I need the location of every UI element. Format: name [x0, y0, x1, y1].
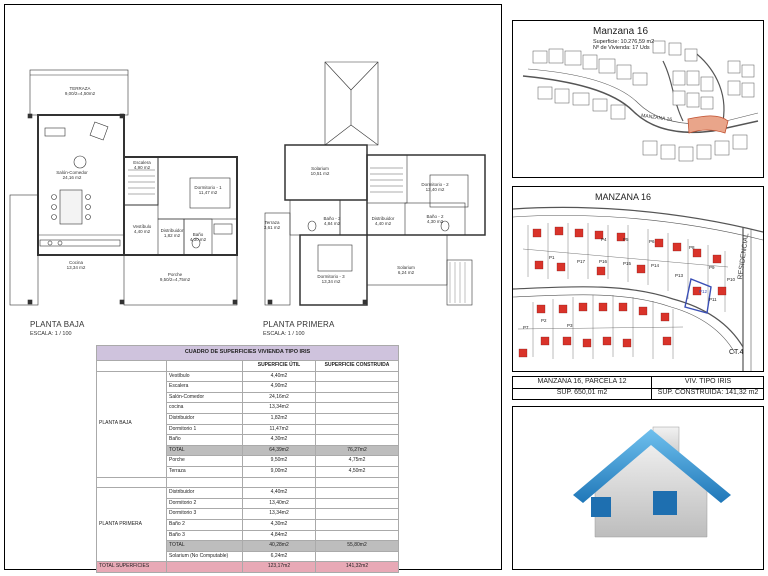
- parcel-info-table: [512, 376, 764, 400]
- ground-floor-title: PLANTA BAJA: [30, 320, 85, 329]
- room-area: 4,84 m2: [323, 221, 341, 226]
- table-const: 4,75m2: [316, 456, 399, 467]
- table-util: 9,50m2: [243, 456, 316, 467]
- parcel-label: P9: [709, 265, 715, 270]
- parcel-label: P12: [699, 289, 708, 294]
- parcel-labels: [513, 187, 763, 371]
- room-area: 4,40 m2: [374, 221, 392, 226]
- room-name: Escalera: [133, 160, 151, 165]
- table-room: Baño 3: [167, 530, 243, 541]
- parcel-label: P7: [523, 325, 529, 330]
- room-name: Solarium: [311, 166, 329, 171]
- table-util: 4,30m2: [243, 435, 316, 446]
- parcel-label: P11: [709, 297, 717, 302]
- table-total-util: 64,39m2: [243, 445, 316, 456]
- location-map-units: Nº de Vivienda: 17 Uds: [593, 45, 650, 51]
- detail-map-lot-label: CT.4: [729, 349, 744, 356]
- table-util: 13,40m2: [243, 498, 316, 509]
- room-name: Baño - 2: [426, 214, 444, 219]
- detail-map-frame: [512, 186, 764, 372]
- table-room: Distribuidor: [167, 488, 243, 499]
- room-area: 6,24 m2: [397, 270, 415, 275]
- room-name: Baño - 3: [323, 216, 341, 221]
- ground-section-label: PLANTA BAJA: [97, 371, 167, 477]
- room-name: Salón-Comedor: [56, 170, 88, 175]
- house-logo-icon: [513, 407, 763, 569]
- room-name: Dormitorio - 1: [194, 185, 222, 190]
- col-const-header: SUPERFICIE CONSTRUIDA: [316, 361, 399, 372]
- room-name: Dormitorio - 2: [421, 182, 449, 187]
- room-area: 9,00/2=4,50m2: [64, 91, 96, 96]
- room-area: 3,61 m2: [263, 225, 281, 230]
- table-util: 4,90m2: [243, 382, 316, 393]
- parcel-label: P6: [649, 239, 655, 244]
- grand-total-const: 141,32m2: [316, 562, 399, 573]
- room-name: Porche: [167, 272, 183, 277]
- grand-total-label: TOTAL SUPERFICIES: [97, 562, 167, 573]
- parcel-info-built: SUP. CONSTRUIDA: 141,32 m2: [657, 389, 759, 396]
- detail-map-street: RESIDENCIAL: [737, 232, 751, 280]
- table-util: 24,16m2: [243, 392, 316, 403]
- room-area: 13,40 m2: [425, 187, 445, 192]
- location-map-surface: Superficie: 10.276,59 m2: [593, 39, 655, 45]
- table-total-label: TOTAL: [167, 541, 243, 552]
- room-area: 9,50/2=4,75m2: [159, 277, 191, 282]
- table-util: 1,82m2: [243, 413, 316, 424]
- table-room: Terraza: [167, 466, 243, 477]
- parcel-label: P13: [675, 273, 684, 278]
- ground-floor-scale: ESCALA: 1 / 100: [30, 331, 72, 337]
- parcel-label: P16: [599, 259, 608, 264]
- room-name: Baño: [192, 232, 204, 237]
- table-util: 4,84m2: [243, 530, 316, 541]
- location-map-title: Manzana 16: [593, 26, 649, 37]
- table-util: 4,40m2: [243, 488, 316, 499]
- table-util: 6,24m2: [243, 551, 316, 562]
- surfaces-table: [96, 345, 398, 573]
- table-total-label: TOTAL: [167, 445, 243, 456]
- parcel-label: P17: [577, 259, 586, 264]
- room-area: 1,82 m2: [163, 233, 181, 238]
- grand-total-util: 123,17m2: [243, 562, 316, 573]
- table-room: cocina: [167, 403, 243, 414]
- room-name: Dormitorio - 3: [317, 274, 345, 279]
- table-room: Salón-Comedor: [167, 392, 243, 403]
- table-room: Dormitorio 1: [167, 424, 243, 435]
- table-room: Dormitorio 2: [167, 498, 243, 509]
- room-area: 10,51 m2: [310, 171, 330, 176]
- table-room: Baño: [167, 435, 243, 446]
- parcel-label: P15: [623, 261, 632, 266]
- table-const: [316, 551, 399, 562]
- room-area: 24,16 m2: [62, 175, 82, 180]
- first-section-label: PLANTA PRIMERA: [97, 488, 167, 562]
- parcel-label: P4: [601, 237, 607, 242]
- col-util-header: SUPERFICIE ÚTIL: [243, 361, 316, 372]
- table-room: Dormitorio 3: [167, 509, 243, 520]
- table-const: 4,50m2: [316, 466, 399, 477]
- table-total-util: 40,28m2: [243, 541, 316, 552]
- room-area: 4,90 m2: [133, 165, 151, 170]
- first-room-labels: [0, 0, 500, 320]
- table-room: Solarium (No Computable): [167, 551, 243, 562]
- table-title: CUADRO DE SUPERFICIES VIVIENDA TIPO IRIS: [97, 346, 399, 361]
- location-map-frame: [512, 20, 764, 178]
- parcel-label: P8: [689, 245, 695, 250]
- parcel-info-surface: SUP. 650,01 m2: [556, 389, 608, 396]
- room-area: 4,30 m2: [426, 219, 444, 224]
- table-util: 11,47m2: [243, 424, 316, 435]
- parcel-info-type: VIV. TIPO IRIS: [684, 378, 732, 385]
- logo-frame: [512, 406, 764, 570]
- parcel-label: P3: [567, 323, 573, 328]
- room-name: TERRAZA: [69, 86, 91, 91]
- parcel-label: P14: [651, 263, 660, 268]
- table-util: 9,00m2: [243, 466, 316, 477]
- location-map-street-label: MANZANA 16: [640, 112, 673, 124]
- room-name: Distribuidor: [371, 216, 395, 221]
- table-util: 4,40m2: [243, 371, 316, 382]
- room-name: Distribuidor: [160, 228, 184, 233]
- parcel-info-name: MANZANA 16, PARCELA 12: [537, 378, 627, 385]
- table-total-const: 76,27m2: [316, 445, 399, 456]
- parcel-label: P1: [549, 255, 555, 260]
- table-total-const: 55,80m2: [316, 541, 399, 552]
- room-name: Terraza: [264, 220, 280, 225]
- table-room: Distribuidor: [167, 413, 243, 424]
- table-util: 4,30m2: [243, 519, 316, 530]
- room-name: Solarium: [397, 265, 415, 270]
- parcel-label: P5: [623, 237, 629, 242]
- table-util: 13,34m2: [243, 403, 316, 414]
- room-area: 13,34 m2: [321, 279, 341, 284]
- table-room: Baño 2: [167, 519, 243, 530]
- room-name: Cocina: [68, 260, 83, 265]
- room-name: Vestíbulo: [132, 224, 152, 229]
- parcel-label: P2: [541, 318, 547, 323]
- detail-map-title: MANZANA 16: [595, 192, 652, 202]
- room-area: 4,40 m2: [133, 229, 151, 234]
- table-room: Porche: [167, 456, 243, 467]
- first-floor-scale: ESCALA: 1 / 100: [263, 331, 305, 337]
- table-room: Escalera: [167, 382, 243, 393]
- table-util: 13,34m2: [243, 509, 316, 520]
- room-area: 4,30 m2: [189, 237, 207, 242]
- room-area: 13,34 m2: [66, 265, 86, 270]
- parcel-label: P10: [727, 277, 736, 282]
- room-area: 11,47 m2: [198, 190, 218, 195]
- table-room: Vestíbulo: [167, 371, 243, 382]
- first-floor-title: PLANTA PRIMERA: [263, 320, 335, 329]
